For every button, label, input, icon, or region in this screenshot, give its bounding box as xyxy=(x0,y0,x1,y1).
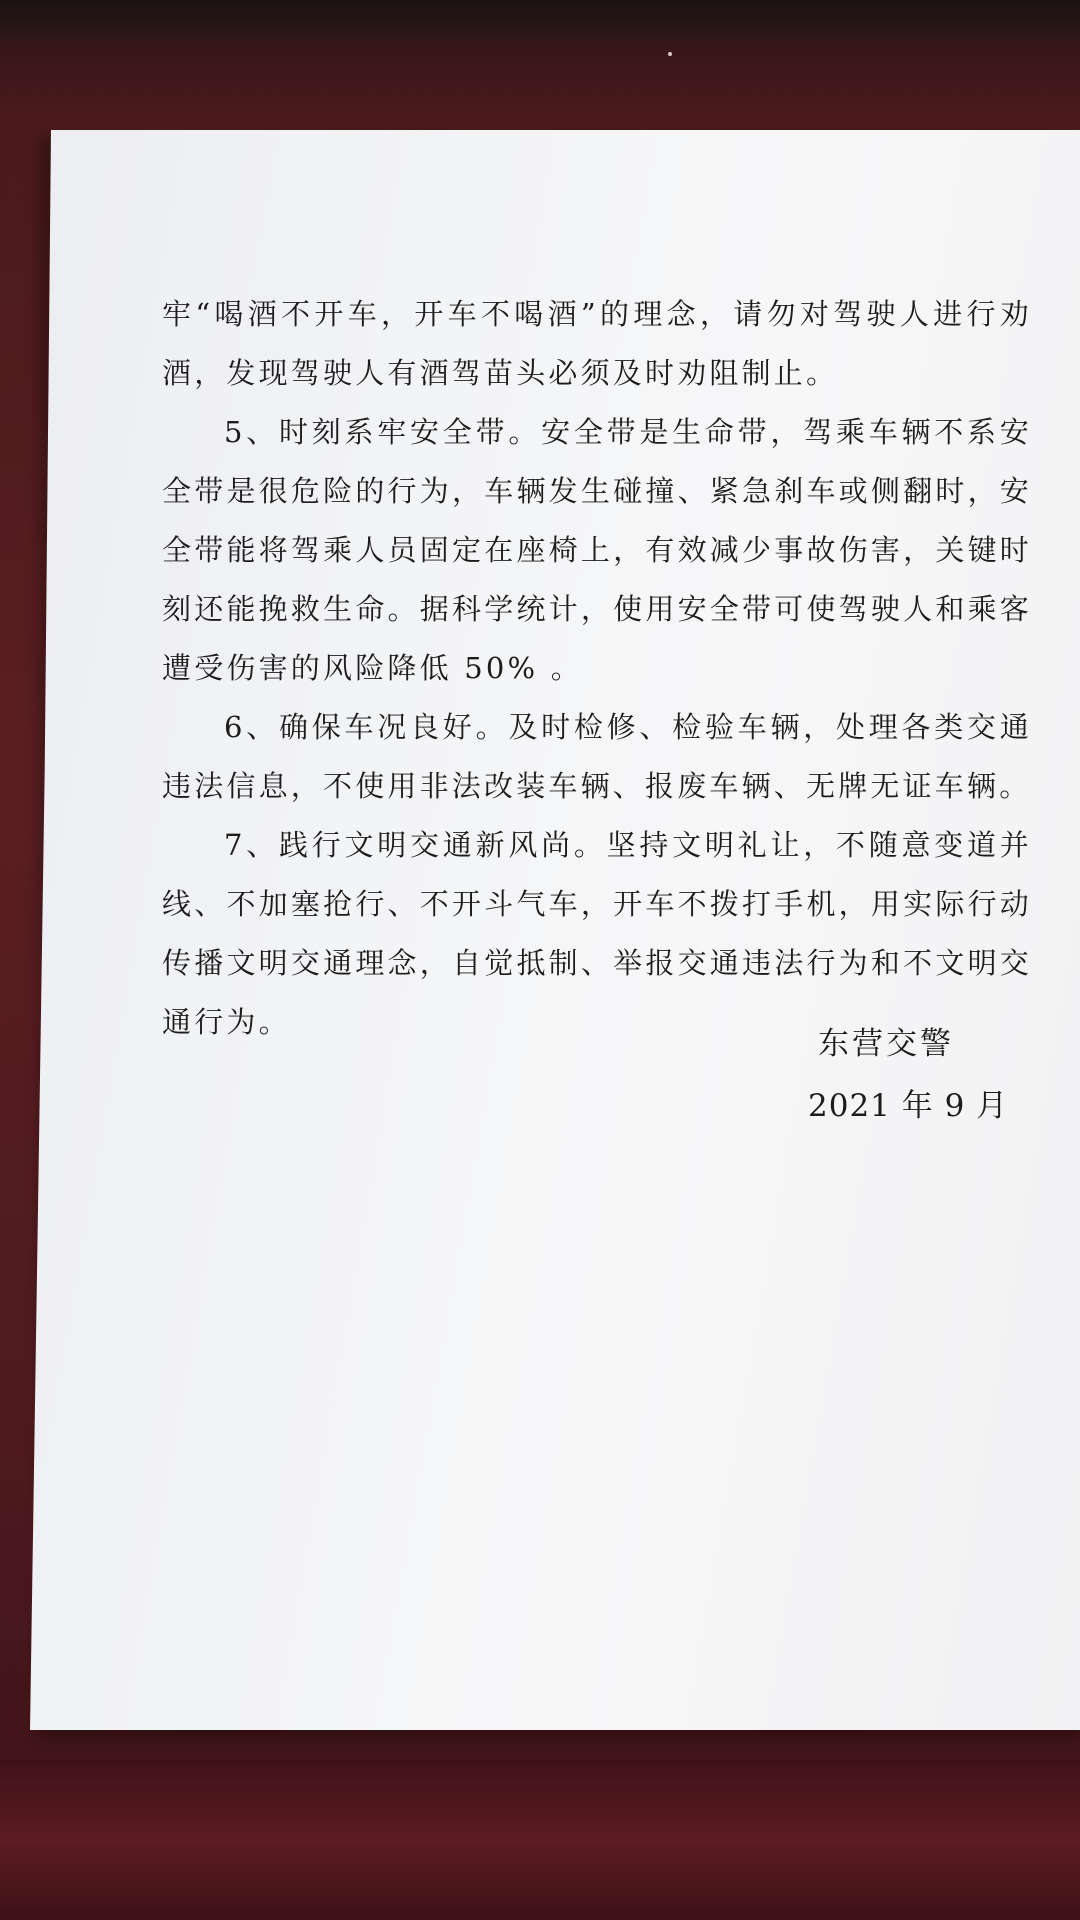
background-top-edge xyxy=(0,0,1080,40)
signature-date: 2021 年 9 月 xyxy=(808,1088,1009,1124)
paragraph-6-vehicle-condition: 6、确保车况良好。及时检修、检验车辆，处理各类交通违法信息，不使用非法改装车辆、报废车辆、无牌无证车辆。 xyxy=(162,710,1032,803)
paragraph-4-continued: 牢“喝酒不开车，开车不喝酒”的理念，请勿对驾驶人进行劝酒，发现驾驶人有酒驾苗头必须及时劝阻制止。 xyxy=(162,297,1032,390)
background-speck xyxy=(668,52,672,56)
signature-issuer: 东营交警 xyxy=(818,1026,954,1062)
document-body xyxy=(162,285,1032,1052)
background-bottom-edge xyxy=(0,1760,1080,1920)
paragraph-5-seatbelt: 5、时刻系牢安全带。安全带是生命带，驾乘车辆不系安全带是很危险的行为，车辆发生碰撞、紧急刹车或侧翻时，安全带能将驾乘人员固定在座椅上，有效减少事故伤害，关键时刻还能挽救生命。据科学统计，使用安全带可使驾驶人和乘客遭受伤害的风险降低 50% 。 xyxy=(162,415,1032,685)
paragraph-7-civilized-traffic: 7、践行文明交通新风尚。坚持文明礼让，不随意变道并线、不加塞抢行、不开斗气车，开车不拨打手机，用实际行动传播文明交通理念，自觉抵制、举报交通违法行为和不文明交通行为。 xyxy=(162,828,1032,1039)
